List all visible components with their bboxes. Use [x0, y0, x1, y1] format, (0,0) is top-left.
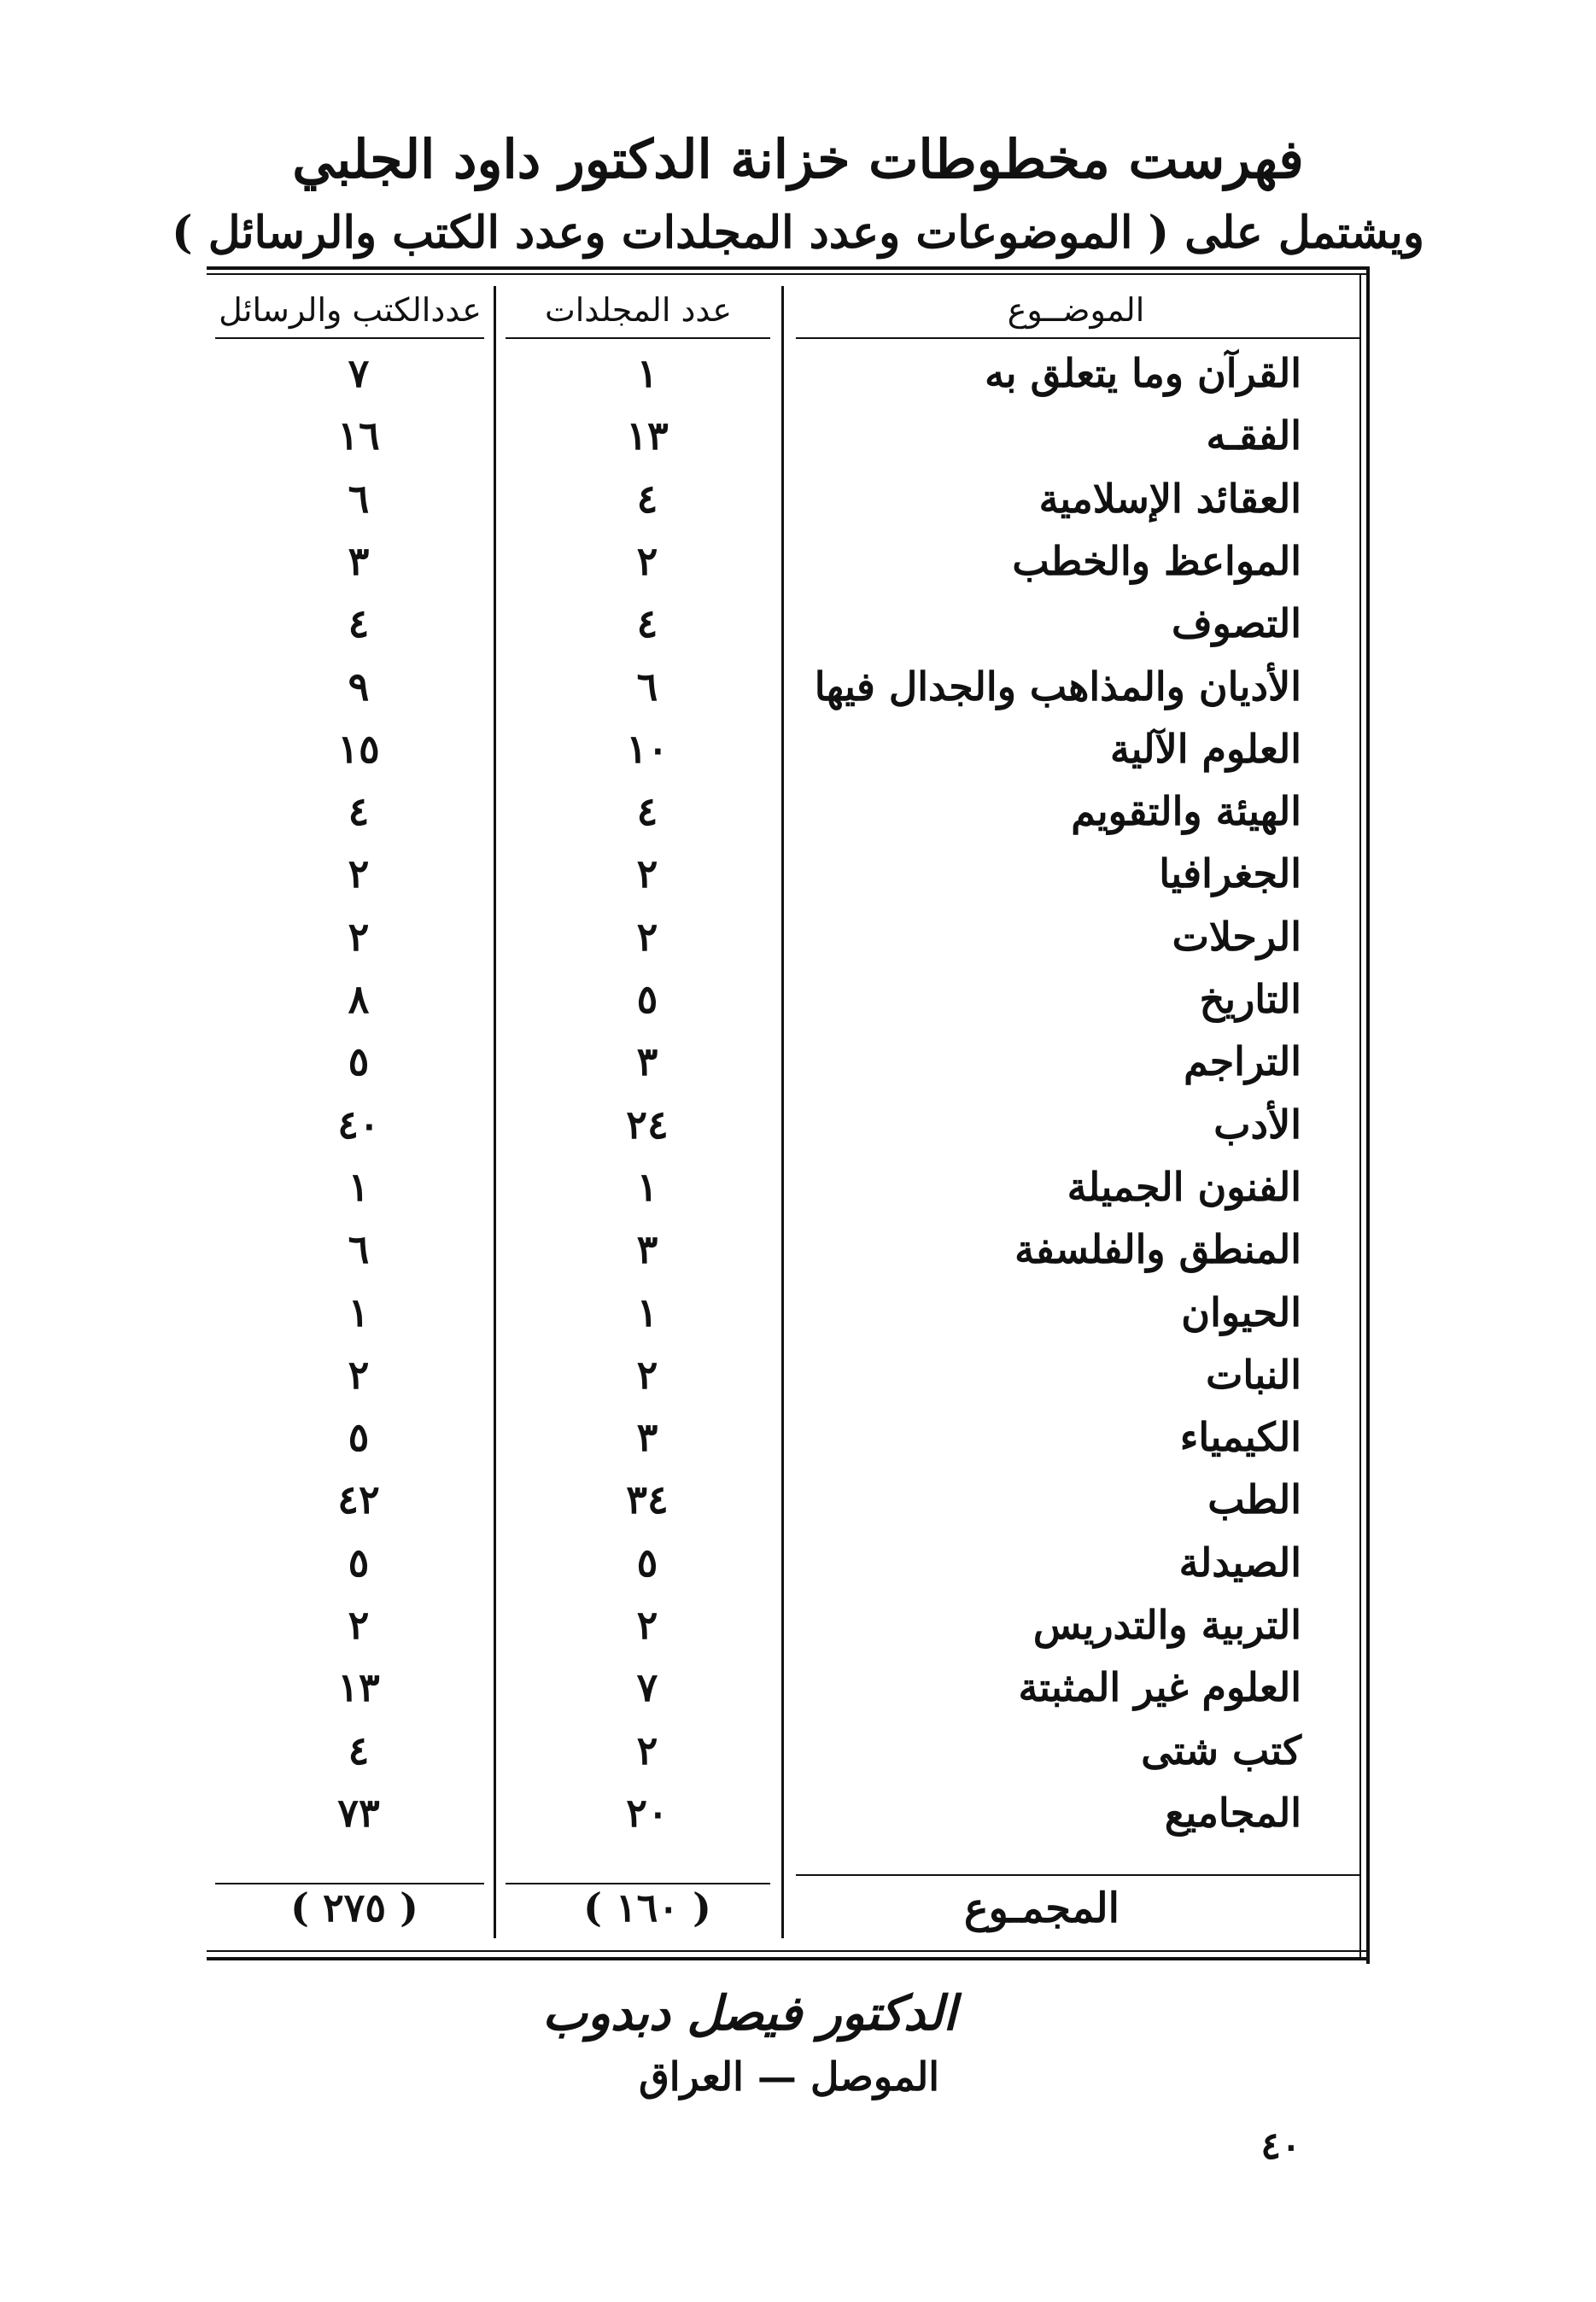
- row-subject: الجغرافيا: [1159, 850, 1301, 897]
- row-volumes: ٥: [636, 976, 658, 1022]
- page-number: ٤٠: [1260, 2124, 1301, 2168]
- row-volumes: ٢: [636, 914, 658, 960]
- row-subject: الحيوان: [1181, 1289, 1301, 1335]
- row-books: ٢: [348, 850, 370, 897]
- page-title: فهرست مخطوطات خزانة الدكتور داود الجلبي: [292, 128, 1304, 190]
- header-subject: الموضــوع: [1007, 291, 1145, 329]
- column-divider-2: [494, 286, 496, 1938]
- signature-name: الدكتور فيصل دبدوب: [542, 1985, 956, 2042]
- table-right-border-inner: [1359, 273, 1361, 1957]
- row-subject: القرآن وما يتعلق به: [985, 350, 1301, 396]
- row-volumes: ١٣: [626, 412, 669, 459]
- row-books: ٨: [348, 976, 370, 1022]
- row-books: ٤٠: [337, 1101, 380, 1148]
- row-volumes: ٣: [636, 1038, 658, 1084]
- row-volumes: ٤: [636, 476, 658, 522]
- row-books: ٢: [348, 1602, 370, 1648]
- row-subject: الصيدلة: [1178, 1540, 1301, 1586]
- row-subject: المجاميع: [1164, 1790, 1301, 1836]
- row-volumes: ٢٤: [626, 1101, 669, 1148]
- table-bottom-rule-outer: [207, 1957, 1370, 1960]
- signature-place: الموصل — العراق: [639, 2054, 939, 2100]
- row-volumes: ٥: [636, 1540, 658, 1586]
- row-books: ٤: [348, 1727, 370, 1773]
- row-subject: الفقـه: [1206, 412, 1301, 459]
- row-subject: الكيمياء: [1179, 1414, 1301, 1460]
- row-volumes: ٧: [636, 1664, 658, 1710]
- row-books: ٢: [348, 914, 370, 960]
- row-volumes: ٢: [636, 538, 658, 584]
- row-books: ١٣: [337, 1664, 380, 1710]
- header-volumes: عدد المجلدات: [544, 291, 733, 329]
- row-books: ٣: [348, 538, 370, 584]
- row-books: ١: [348, 1289, 370, 1335]
- row-books: ٩: [348, 663, 370, 710]
- table-bottom-rule: [207, 1950, 1370, 1952]
- header-underline-books: [215, 337, 484, 339]
- table-top-rule-inner: [207, 273, 1370, 275]
- row-books: ٦: [348, 476, 370, 522]
- row-volumes: ١٠: [626, 726, 669, 772]
- row-subject: التصوف: [1171, 600, 1301, 646]
- row-subject: الهيئة والتقويم: [1071, 788, 1301, 834]
- total-label: المجمـوع: [964, 1884, 1120, 1932]
- row-volumes: ١: [636, 1289, 658, 1335]
- row-volumes: ٣٤: [626, 1476, 669, 1522]
- row-books: ١٥: [337, 726, 380, 772]
- row-books: ١: [348, 1164, 370, 1210]
- table-right-border: [1366, 266, 1370, 1964]
- table-top-rule: [207, 266, 1370, 270]
- row-volumes: ٣: [636, 1226, 658, 1272]
- row-books: ٥: [348, 1414, 370, 1460]
- row-subject: كتب شتى: [1141, 1727, 1301, 1773]
- row-books: ٧: [348, 350, 370, 396]
- row-subject: العلوم غير المثبتة: [1018, 1664, 1301, 1710]
- row-books: ٤: [348, 600, 370, 646]
- total-books: ( ٢٧٥ ): [290, 1884, 418, 1931]
- total-volumes: ( ١٦٠ ): [583, 1884, 711, 1931]
- total-rule-subject: [796, 1874, 1361, 1876]
- header-underline-volumes: [506, 337, 770, 339]
- row-volumes: ٢: [636, 850, 658, 897]
- row-volumes: ٤: [636, 600, 658, 646]
- row-books: ٤٢: [337, 1476, 380, 1522]
- row-volumes: ١: [636, 350, 658, 396]
- row-subject: المنطق والفلسفة: [1014, 1226, 1301, 1272]
- row-books: ٥: [348, 1038, 370, 1084]
- row-volumes: ٢: [636, 1352, 658, 1398]
- row-books: ٢: [348, 1352, 370, 1398]
- row-subject: الرحلات: [1172, 914, 1301, 960]
- row-books: ٥: [348, 1540, 370, 1586]
- row-volumes: ٣: [636, 1414, 658, 1460]
- row-volumes: ٢: [636, 1727, 658, 1773]
- row-subject: التراجم: [1184, 1038, 1301, 1084]
- row-subject: الطب: [1207, 1476, 1301, 1522]
- row-volumes: ٤: [636, 788, 658, 834]
- row-subject: التاريخ: [1199, 976, 1301, 1022]
- row-books: ٤: [348, 788, 370, 834]
- row-subject: الأدب: [1213, 1101, 1301, 1148]
- row-subject: التربية والتدريس: [1032, 1602, 1301, 1648]
- row-subject: الأديان والمذاهب والجدال فيها: [814, 663, 1301, 710]
- row-subject: العقائد الإسلامية: [1038, 476, 1301, 522]
- row-volumes: ١: [636, 1164, 658, 1210]
- header-underline-subject: [796, 337, 1361, 339]
- row-books: ٦: [348, 1226, 370, 1272]
- page-subtitle: ويشتمل على ( الموضوعات وعدد المجلدات وعدد الكتب والرسائل ): [171, 207, 1425, 259]
- row-subject: الفنون الجميلة: [1067, 1164, 1301, 1210]
- row-books: ٧٣: [337, 1790, 380, 1836]
- row-volumes: ٢٠: [626, 1790, 669, 1836]
- row-subject: النبات: [1206, 1352, 1301, 1398]
- row-volumes: ٦: [636, 663, 658, 710]
- row-subject: المواعظ والخطب: [1012, 538, 1301, 584]
- row-volumes: ٢: [636, 1602, 658, 1648]
- header-books: عددالكتب والرسائل: [219, 291, 482, 329]
- row-subject: العلوم الآلية: [1109, 726, 1301, 772]
- row-books: ١٦: [337, 412, 380, 459]
